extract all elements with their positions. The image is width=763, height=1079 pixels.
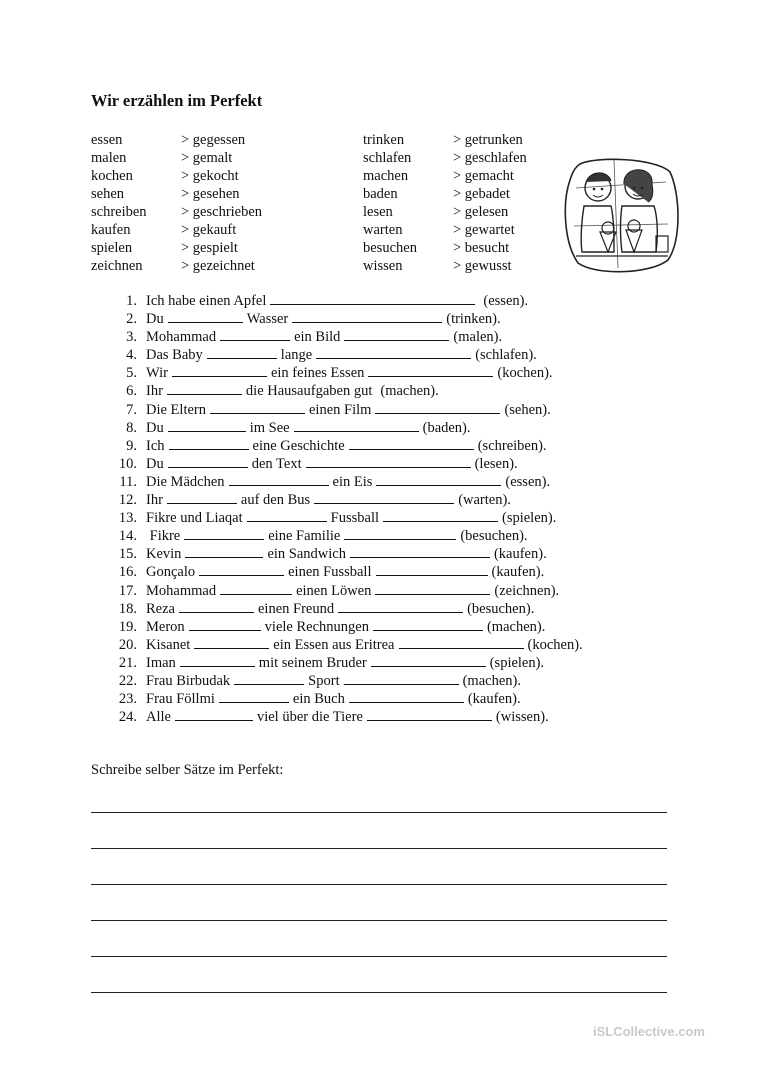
exercise-item [108, 346, 583, 364]
exercise-item [108, 545, 583, 563]
answer-blank[interactable] [168, 455, 248, 468]
exercise-item [108, 419, 583, 437]
exercise-subject: Fikre [146, 528, 181, 545]
verb-participle: > gewusst [453, 258, 512, 274]
exercise-verb-hint: (sehen). [504, 401, 551, 418]
exercise-item [108, 292, 583, 310]
exercise-verb-hint: (machen). [380, 383, 439, 400]
answer-blank[interactable] [220, 582, 292, 595]
exercise-item [108, 672, 583, 690]
exercise-subject: Die Eltern [146, 401, 206, 418]
exercise-item [108, 455, 583, 473]
exercise-subject: Kisanet [146, 636, 191, 653]
answer-blank[interactable] [375, 401, 500, 414]
exercise-object: mit seinem Bruder [258, 654, 367, 671]
exercise-verb-hint: (besuchen). [467, 600, 535, 617]
answer-blank[interactable] [180, 654, 255, 667]
answer-blank[interactable] [294, 419, 419, 432]
exercise-number: 16. [118, 564, 137, 581]
answer-blank[interactable] [175, 708, 253, 721]
exercise-verb-hint: (wissen). [495, 709, 549, 726]
verb-infinitive: kaufen [91, 222, 131, 238]
exercise-number: 2. [126, 311, 137, 328]
exercise-subject: Iman [146, 654, 176, 671]
exercise-object: die Hausaufgaben gut [245, 383, 373, 400]
exercise-verb-hint: (besuchen). [460, 528, 528, 545]
exercise-verb-hint: (schreiben). [477, 437, 547, 454]
exercise-object: auf den Bus [240, 492, 311, 509]
verb-column-participle-right [453, 131, 527, 275]
verb-participle: > gewartet [453, 222, 515, 238]
answer-blank[interactable] [220, 328, 290, 341]
exercise-object: viel über die Tiere [256, 709, 363, 726]
exercise-item [108, 654, 583, 672]
writing-line[interactable] [91, 848, 667, 849]
exercise-object: im See [249, 419, 290, 436]
exercise-item [108, 473, 583, 491]
exercise-verb-hint: (warten). [458, 492, 511, 509]
exercise-number: 22. [118, 672, 137, 689]
exercise-number: 5. [126, 365, 137, 382]
exercise-object: den Text [251, 455, 302, 472]
exercise-item [108, 328, 583, 346]
exercise-subject: Mohammad [146, 329, 217, 346]
verb-participle: > gekauft [181, 222, 237, 238]
exercise-subject: Frau Föllmi [146, 691, 215, 708]
exercise-object: lange [280, 347, 313, 364]
answer-blank[interactable] [367, 708, 492, 721]
answer-blank[interactable] [199, 563, 284, 576]
exercise-subject: Du [146, 419, 164, 436]
verb-infinitive: schlafen [363, 150, 412, 166]
exercise-subject: Ihr [146, 492, 163, 509]
answer-blank[interactable] [185, 545, 263, 558]
children-eating-ice-cream-illustration [556, 148, 686, 278]
verb-participle: > gezeichnet [181, 258, 255, 274]
verb-infinitive: essen [91, 132, 123, 148]
verb-column-participle-left [181, 131, 262, 275]
exercise-item [108, 708, 583, 726]
exercise-number: 14. [118, 528, 137, 545]
exercise-verb-hint: (kaufen). [491, 564, 545, 581]
verb-participle: > geschlafen [453, 150, 527, 166]
verb-participle: > gelesen [453, 204, 509, 220]
verb-infinitive: wissen [363, 258, 403, 274]
answer-blank[interactable] [368, 364, 493, 377]
verb-infinitive: baden [363, 186, 398, 202]
answer-blank[interactable] [207, 346, 277, 359]
answer-blank[interactable] [179, 600, 254, 613]
exercise-object: Fussball [330, 510, 379, 527]
answer-blank[interactable] [338, 600, 463, 613]
exercise-subject: Mohammad [146, 582, 217, 599]
exercise-item [108, 618, 583, 636]
answer-blank[interactable] [167, 491, 237, 504]
verb-participle: > geschrieben [181, 204, 263, 220]
verb-infinitive: sehen [91, 186, 125, 202]
writing-instruction: Schreibe selber Sätze im Perfekt: [91, 762, 284, 778]
answer-blank[interactable] [373, 618, 483, 631]
exercise-item [108, 509, 583, 527]
exercise-object: ein Essen aus Eritrea [273, 636, 395, 653]
answer-blank[interactable] [375, 582, 490, 595]
exercise-object: viele Rechnungen [264, 618, 369, 635]
exercise-subject: Wir [146, 365, 168, 382]
exercise-verb-hint: (essen). [505, 473, 551, 490]
exercise-subject: Gonçalo [146, 564, 196, 581]
exercise-subject: Frau Birbudak [146, 672, 231, 689]
exercise-object: einen Film [309, 401, 372, 418]
exercise-object: ein feines Essen [270, 365, 365, 382]
answer-blank[interactable] [344, 328, 449, 341]
exercise-object: ein Buch [292, 691, 345, 708]
exercise-number: 8. [126, 419, 137, 436]
exercise-item [108, 310, 583, 328]
exercise-number: 13. [118, 510, 137, 527]
writing-line[interactable] [91, 992, 667, 993]
answer-blank[interactable] [314, 491, 454, 504]
answer-blank[interactable] [316, 346, 471, 359]
answer-blank[interactable] [168, 310, 243, 323]
verb-participle: > gemalt [181, 150, 233, 166]
exercise-verb-hint: (kochen). [497, 365, 553, 382]
exercise-object: ein Eis [332, 473, 373, 490]
answer-blank[interactable] [169, 437, 249, 450]
exercise-verb-hint: (kaufen). [467, 691, 521, 708]
exercise-object: Wasser [246, 311, 289, 328]
answer-blank[interactable] [306, 455, 471, 468]
exercise-subject: Alle [146, 709, 171, 726]
verb-participle: > gegessen [181, 132, 246, 148]
exercise-item [108, 636, 583, 654]
answer-blank[interactable] [344, 527, 456, 540]
exercise-subject: Du [146, 455, 164, 472]
exercise-subject: Meron [146, 618, 185, 635]
exercise-number: 21. [118, 654, 137, 671]
exercise-subject: Fikre und Liaqat [146, 510, 243, 527]
verb-infinitive: trinken [363, 132, 405, 148]
exercise-item [108, 364, 583, 382]
answer-blank[interactable] [234, 672, 304, 685]
exercise-number: 24. [118, 709, 137, 726]
exercise-verb-hint: (lesen). [474, 455, 518, 472]
verb-infinitive: lesen [363, 204, 393, 220]
verb-infinitive: warten [363, 222, 403, 238]
answer-blank[interactable] [210, 401, 305, 414]
verb-infinitive: spielen [91, 240, 133, 256]
exercise-list [108, 292, 583, 726]
exercise-item [108, 437, 583, 455]
answer-blank[interactable] [292, 310, 442, 323]
verb-participle: > besucht [453, 240, 510, 256]
writing-line[interactable] [91, 956, 667, 957]
exercise-number: 1. [126, 293, 137, 309]
writing-line[interactable] [91, 884, 667, 885]
exercise-verb-hint: (essen). [483, 293, 529, 309]
exercise-object: Sport [308, 672, 340, 689]
exercise-verb-hint: (schlafen). [475, 347, 537, 364]
exercise-number: 9. [126, 437, 137, 454]
exercise-item [108, 382, 583, 400]
verb-infinitive: schreiben [91, 204, 147, 220]
exercise-number: 15. [118, 546, 137, 563]
exercise-subject: Du [146, 311, 164, 328]
verb-infinitive: malen [91, 150, 127, 166]
verb-participle: > gebadet [453, 186, 510, 202]
exercise-verb-hint: (machen). [462, 672, 521, 689]
verb-column-infinitive-right [363, 131, 417, 275]
answer-blank[interactable] [399, 636, 524, 649]
answer-blank[interactable] [168, 419, 246, 432]
answer-blank[interactable] [270, 292, 475, 305]
exercise-verb-hint: (baden). [422, 419, 471, 436]
exercise-item [108, 491, 583, 509]
answer-blank[interactable] [376, 563, 488, 576]
answer-blank[interactable] [344, 672, 459, 685]
exercise-number: 10. [118, 455, 137, 472]
exercise-verb-hint: (machen). [486, 618, 546, 635]
answer-blank[interactable] [376, 473, 501, 486]
answer-blank[interactable] [349, 690, 464, 703]
exercise-item [108, 600, 583, 618]
exercise-number: 12. [118, 492, 137, 509]
exercise-item [108, 563, 583, 581]
exercise-item [108, 690, 583, 708]
answer-blank[interactable] [229, 473, 329, 486]
exercise-number: 23. [118, 691, 137, 708]
exercise-object: einen Fussball [288, 564, 372, 581]
answer-blank[interactable] [383, 509, 498, 522]
page-title: Wir erzählen im Perfekt [91, 91, 263, 110]
exercise-item [108, 401, 583, 419]
exercise-number: 11. [119, 473, 137, 490]
exercise-number: 7. [126, 401, 137, 418]
exercise-subject: Ihr [146, 383, 163, 400]
exercise-verb-hint: (spielen). [502, 510, 557, 527]
verb-infinitive: zeichnen [91, 258, 143, 274]
answer-blank[interactable] [349, 437, 474, 450]
verb-infinitive: besuchen [363, 240, 417, 256]
exercise-subject: Reza [146, 600, 175, 617]
verb-participle: > gemacht [453, 168, 514, 184]
answer-blank[interactable] [194, 636, 269, 649]
verb-column-infinitive-left [91, 131, 147, 275]
answer-blank[interactable] [172, 364, 267, 377]
exercise-subject: Ich habe einen Apfel [146, 293, 267, 309]
exercise-subject: Ich [146, 437, 165, 454]
exercise-subject: Das Baby [146, 347, 203, 364]
exercise-number: 20. [118, 636, 137, 653]
answer-blank[interactable] [350, 545, 490, 558]
answer-blank[interactable] [247, 509, 327, 522]
exercise-object: ein Sandwich [267, 546, 346, 563]
exercise-subject: Kevin [146, 546, 182, 563]
verb-participle: > gekocht [181, 168, 239, 184]
verb-infinitive: kochen [91, 168, 133, 184]
exercise-verb-hint: (trinken). [446, 311, 501, 328]
answer-blank[interactable] [184, 527, 264, 540]
exercise-item [108, 527, 583, 545]
answer-blank[interactable] [371, 654, 486, 667]
answer-blank[interactable] [189, 618, 261, 631]
answer-blank[interactable] [219, 690, 289, 703]
exercise-object: einen Freund [257, 600, 335, 617]
writing-line[interactable] [91, 920, 667, 921]
exercise-verb-hint: (kaufen). [493, 546, 547, 563]
exercise-subject: Die Mädchen [146, 473, 225, 490]
watermark: iSLCollective.com [593, 1024, 705, 1039]
exercise-item [108, 582, 583, 600]
exercise-object: eine Geschichte [252, 437, 345, 454]
exercise-number: 6. [126, 383, 137, 400]
verb-participle: > getrunken [453, 132, 523, 148]
exercise-number: 3. [126, 329, 137, 346]
writing-line[interactable] [91, 812, 667, 813]
exercise-object: ein Bild [294, 329, 341, 346]
exercise-number: 18. [118, 600, 137, 617]
exercise-object: eine Familie [268, 528, 341, 545]
exercise-number: 17. [118, 582, 137, 599]
verb-participle: > gesehen [181, 186, 240, 202]
exercise-verb-hint: (kochen). [527, 636, 583, 653]
exercise-verb-hint: (malen). [453, 329, 503, 346]
verb-infinitive: machen [363, 168, 409, 184]
exercise-number: 4. [126, 347, 137, 364]
answer-blank[interactable] [167, 382, 242, 395]
verb-participle: > gespielt [181, 240, 238, 256]
exercise-verb-hint: (zeichnen). [494, 582, 560, 599]
exercise-number: 19. [118, 618, 137, 635]
exercise-verb-hint: (spielen). [489, 654, 545, 671]
exercise-object: einen Löwen [296, 582, 372, 599]
